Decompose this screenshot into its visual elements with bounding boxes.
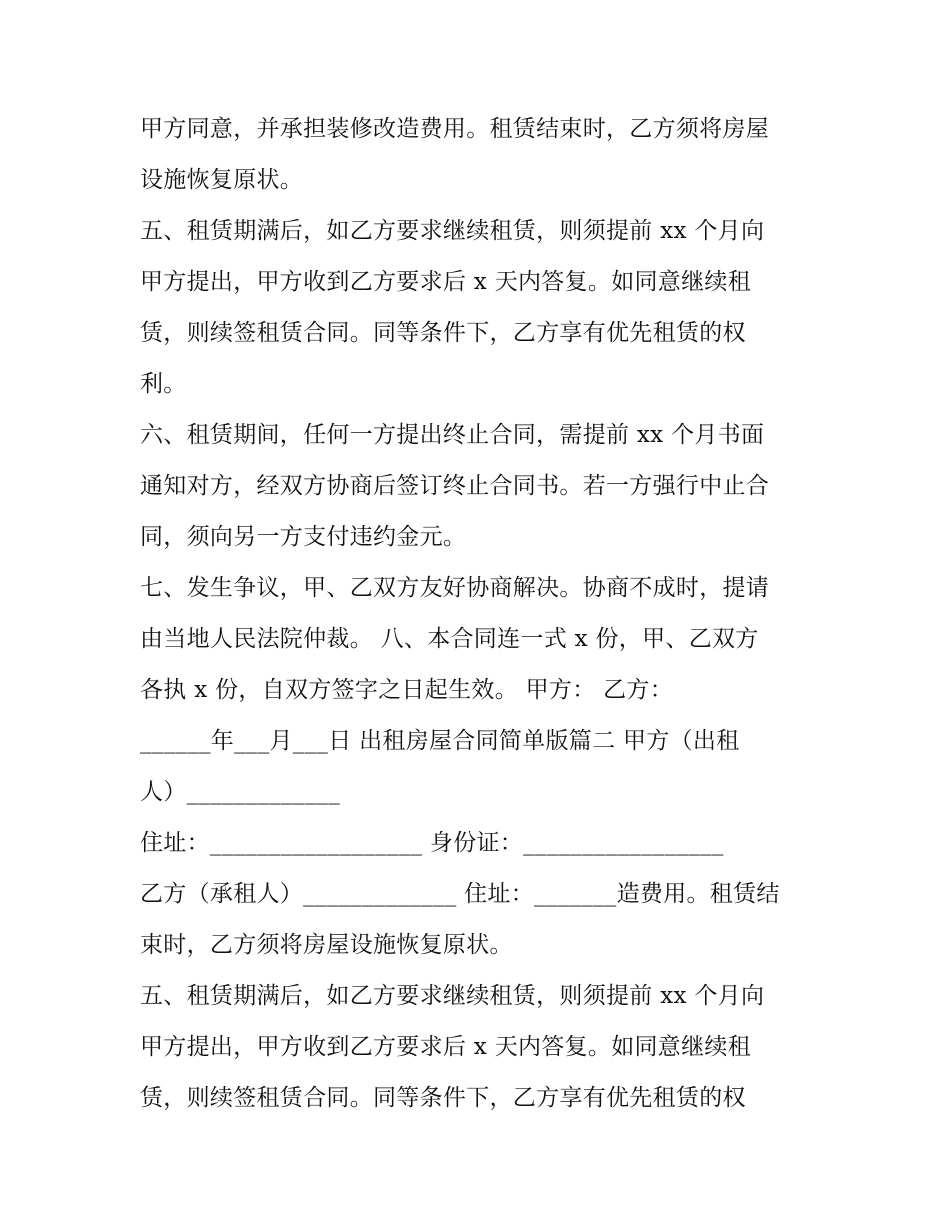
text-line: 束时，乙方须将房屋设施恢复原状。: [140, 932, 513, 958]
text-line: 由当地人民法院仲裁。 八、本合同连一式 x 份，甲、乙双方: [140, 626, 759, 652]
text-line: ______年___月___日 出租房屋合同简单版篇二 甲方（出租: [140, 728, 740, 754]
text-line: 赁，则续签租赁合同。同等条件下，乙方享有优先租赁的权: [140, 1085, 746, 1111]
text-line: 乙方（承租人）_____________ 住址：_______造费用。租赁结: [140, 881, 780, 907]
text-line: 六、租赁期间，任何一方提出终止合同，需提前 xx 个月书面: [140, 422, 765, 448]
text-line: 通知对方，经双方协商后签订终止合同书。若一方强行中止合: [140, 473, 770, 499]
text-line: 甲方同意，并承担装修改造费用。租赁结束时，乙方须将房屋: [140, 116, 770, 142]
text-line: 住址：__________________ 身份证：_________________: [140, 830, 724, 856]
text-line: 同，须向另一方支付违约金元。: [140, 524, 467, 550]
text-line: 五、租赁期满后，如乙方要求继续租赁，则须提前 xx 个月向: [140, 218, 765, 244]
text-line: 各执 x 份，自双方签字之日起生效。 甲方： 乙方：: [140, 677, 674, 703]
text-line: 甲方提出，甲方收到乙方要求后 x 天内答复。如同意继续租: [140, 269, 751, 295]
text-line: 人）_____________: [140, 779, 340, 805]
text-line: 五、租赁期满后，如乙方要求继续租赁，则须提前 xx 个月向: [140, 983, 765, 1009]
text-line: 设施恢复原状。: [140, 167, 304, 193]
text-line: 利。: [140, 371, 187, 397]
text-line: 赁，则续签租赁合同。同等条件下，乙方享有优先租赁的权: [140, 320, 746, 346]
text-line: 甲方提出，甲方收到乙方要求后 x 天内答复。如同意继续租: [140, 1034, 751, 1060]
text-line: 七、发生争议，甲、乙双方友好协商解决。协商不成时，提请: [140, 575, 770, 601]
